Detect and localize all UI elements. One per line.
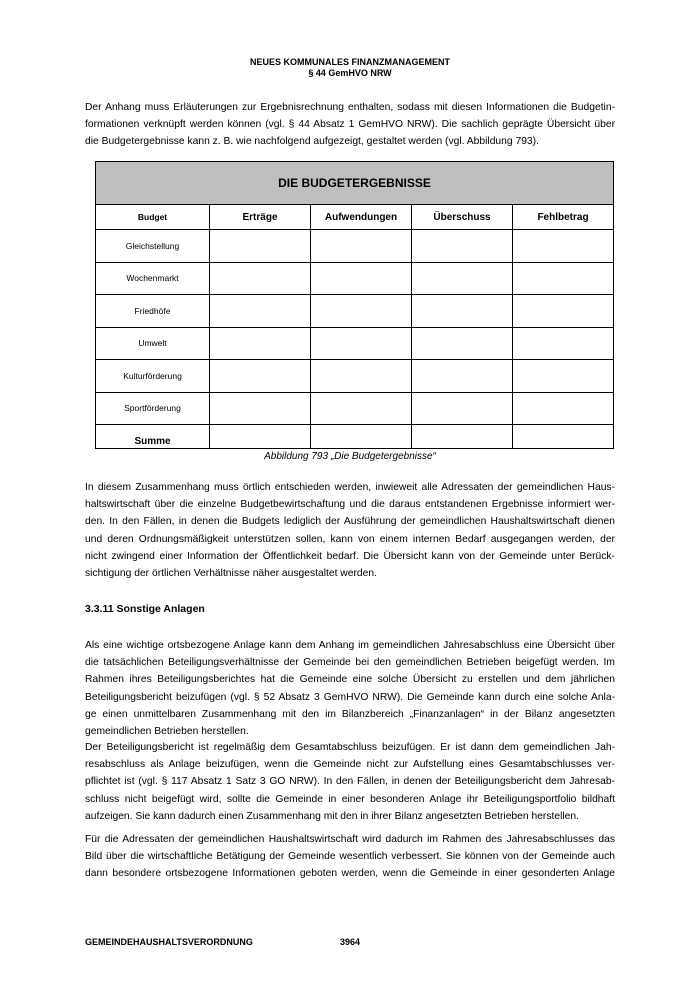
column-header-budget: Budget <box>96 205 210 230</box>
table-cell <box>412 392 513 425</box>
text-line: haltswirtschaft über die einzelne Budgetbewirtschaftung und die daraus entstandenen Ergebnisse informiert wer- <box>85 499 615 511</box>
table-sum-row <box>96 425 614 449</box>
row-label: Friedhöfe <box>96 295 210 328</box>
text-line: Rahmen ihres Beteiligungsberichtes hat die Gemeinde eine solche Übersicht zu erstellen und dem jährlichen <box>85 674 615 686</box>
table-cell <box>210 392 311 425</box>
footer-title: GEMEINDEHAUSHALTSVERORDNUNG <box>85 937 253 947</box>
text-line: und deren Ordnungsmäßigkeit unterstützen sollen, kann von einem internen Bedarf ausgegangen werden, der <box>85 533 615 545</box>
text-line: Bild über die wirtschaftliche Betätigung der Gemeinde wesentlich verbessert. Sie können von der Gemeinde auch <box>85 851 615 863</box>
column-header-fehlbetrag: Fehlbetrag <box>513 205 614 230</box>
intro-paragraph <box>85 99 615 151</box>
text-line: Der Beteiligungsbericht ist regelmäßig dem Gesamtabschluss beizufügen. Er ist dann dem gemeindlichen Jah- <box>85 742 615 753</box>
table-cell <box>311 425 412 449</box>
text-line: resabschluss als Anlage beizufügen, wenn die Gemeinde nicht zur Aufstellung eines Gesamtabschlusses ver- <box>85 759 615 771</box>
header-subtitle: § 44 GemHVO NRW <box>308 68 392 78</box>
row-label: Sportförderung <box>96 392 210 425</box>
table-cell <box>311 230 412 263</box>
row-label: Umwelt <box>96 327 210 360</box>
table-cell <box>311 295 412 328</box>
text-line: formationen verknüpft werden können (vgl. § 44 Absatz 1 GemHVO NRW). Die sachlich geprägte Übersicht über <box>85 119 615 131</box>
table-cell <box>210 262 311 295</box>
table-row <box>96 327 614 360</box>
table-cell <box>311 392 412 425</box>
text-line: dann besondere ortsbezogene Informationen geboten werden, wenn die Gemeinde in einer gesonderten Anlage <box>85 868 615 880</box>
column-header-ertraege: Erträge <box>210 205 311 230</box>
text-line: ge einen unmittelbaren Zusammenhang mit den im Bilanzbereich „Finanzanlagen“ in der Bilanz angesetzten <box>85 708 615 720</box>
table-cell <box>513 262 614 295</box>
text-line: die tatsächlichen Beteiligungsverhältnisse der Gemeinde bei den gemeindlichen Betrieben beigefügt werden. Im <box>85 657 615 669</box>
table-cell <box>210 360 311 393</box>
table-cell <box>311 327 412 360</box>
table-cell <box>210 425 311 449</box>
paragraph-sonstige-anlagen <box>85 637 615 740</box>
table-cell <box>513 425 614 449</box>
table-cell <box>412 262 513 295</box>
table-header-row <box>96 205 614 230</box>
text-line: den. In den Fällen, in denen die Budgets lediglich der Ausführung der gemeindlichen Haushaltswirtschaft dienen <box>85 516 615 528</box>
text-line: nicht zwingend einer Information der Öffentlichkeit bedarf. Die Übersicht kann von der Gemeinde unter Berück- <box>85 550 615 562</box>
table-cell <box>513 392 614 425</box>
table-cell <box>412 295 513 328</box>
column-header-ueberschuss: Überschuss <box>412 205 513 230</box>
table-cell <box>513 360 614 393</box>
text-line: die Budgetergebnisse kann z. B. wie nachfolgend aufgezeigt, gestaltet werden (vgl. Abbildung 793). <box>85 136 539 148</box>
footer-page-number: 3964 <box>340 937 361 947</box>
text-line: sichtigung der örtlichen Verhältnisse näher ausgestaltet werden. <box>85 568 377 580</box>
table-row <box>96 360 614 393</box>
paragraph-budget-info <box>85 479 615 582</box>
table-row <box>96 230 614 263</box>
sum-label: Summe <box>96 425 210 449</box>
text-line: pflichtet ist (vgl. § 117 Absatz 1 Satz 3 GO NRW). In den Fällen, in denen der Beteiligungsbericht dem Jahresab- <box>85 776 615 788</box>
column-header-aufwendungen: Aufwendungen <box>311 205 412 230</box>
table-cell <box>210 327 311 360</box>
table-cell <box>412 425 513 449</box>
table-cell <box>513 230 614 263</box>
table-cell <box>311 262 412 295</box>
text-line: schluss nicht beigefügt wird, sollte die Gemeinde in einer besonderen Anlage ihr Beteiligungsportfolio bildhaft <box>85 793 615 805</box>
table-title: DIE BUDGETERGEBNISSE <box>96 162 614 205</box>
header-title: NEUES KOMMUNALES FINANZMANAGEMENT <box>250 57 450 67</box>
text-line: Für die Adressaten der gemeindlichen Haushaltswirtschaft wird dadurch im Rahmen des Jahresabschlusses das <box>85 834 615 845</box>
table-row <box>96 262 614 295</box>
text-line: gemeindlichen Betrieben herstellen. <box>85 726 249 738</box>
table-row <box>96 392 614 425</box>
text-line: Der Anhang muss Erläuterungen zur Ergebnisrechnung enthalten, sodass mit diesen Informationen die Budgetin- <box>85 102 615 113</box>
row-label: Gleichstellung <box>96 230 210 263</box>
page-header <box>0 57 700 79</box>
table-row <box>96 295 614 328</box>
row-label: Kulturförderung <box>96 360 210 393</box>
table-cell <box>412 360 513 393</box>
table-cell <box>210 230 311 263</box>
text-line: In diesem Zusammenhang muss örtlich entschieden werden, inwieweit alle Adressaten der gemeindlichen Haus- <box>85 482 615 493</box>
paragraph-adressaten <box>85 831 615 883</box>
figure-caption: Abbildung 793 „Die Budgetergebnisse“ <box>264 451 436 462</box>
text-line: Beteiligungsbericht beizufügen (vgl. § 52 Absatz 3 GemHVO NRW). Die Gemeinde kann durch eine solche Anla- <box>85 691 615 703</box>
text-line: Als eine wichtige ortsbezogene Anlage kann dem Anhang im gemeindlichen Jahresabschluss eine Übersicht über <box>85 640 615 651</box>
table-cell <box>210 295 311 328</box>
text-line: aufzeigen. Sie kann dadurch einen Zusammenhang mit den in ihrer Bilanz angesetzten Betrieben herstellen. <box>85 810 579 822</box>
table-cell <box>513 295 614 328</box>
budget-table <box>95 161 614 449</box>
table-cell <box>311 360 412 393</box>
row-label: Wochenmarkt <box>96 262 210 295</box>
paragraph-beteiligungsbericht <box>85 739 615 825</box>
section-heading: 3.3.11 Sonstige Anlagen <box>85 603 205 615</box>
table-cell <box>412 230 513 263</box>
table-cell <box>513 327 614 360</box>
table-cell <box>412 327 513 360</box>
